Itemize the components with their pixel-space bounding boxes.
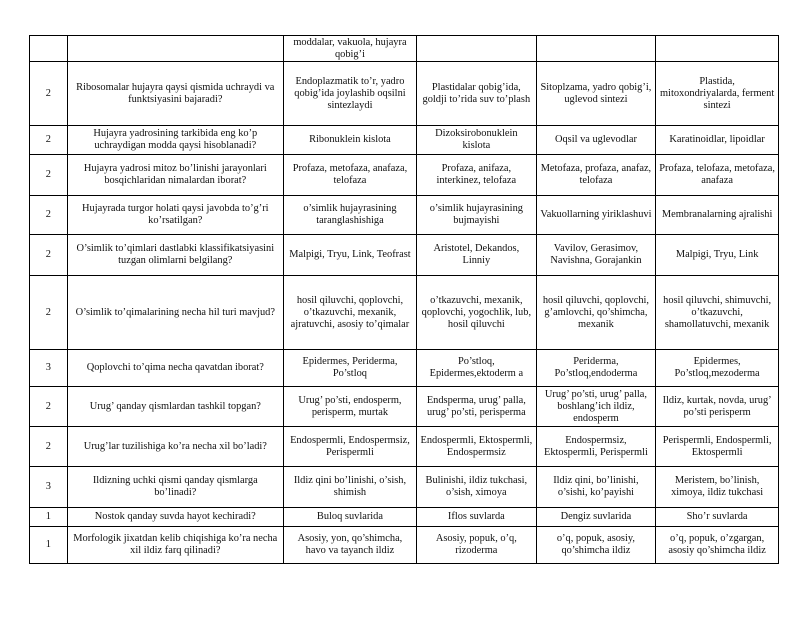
table-row (30, 126, 779, 155)
answer-a-cell: o’simlik hujayrasining taranglashishiga (283, 196, 416, 235)
answer-c-cell: Vavilov, Gerasimov, Navishna, Gorajankin (536, 235, 656, 276)
question-cell: Hujayra yadrosi mitoz bo’linishi jarayonlari bosqichlaridan nimalardan iborat? (67, 155, 283, 196)
table-row (30, 387, 779, 427)
question-cell: Hujayra yadrosining tarkibida eng ko’p uchraydigan modda qaysi hisoblanadi? (67, 126, 283, 155)
table-row (30, 467, 779, 508)
answer-c-cell: hosil qiluvchi, qoplovchi, g’amlovchi, qo’shimcha, mexanik (536, 276, 656, 350)
answer-a-cell: Ribonuklein kislota (283, 126, 416, 155)
answer-b-cell (417, 36, 537, 62)
answer-c-cell: Metofaza, profaza, anafaz, telofaza (536, 155, 656, 196)
answer-d-cell (656, 36, 779, 62)
answer-a-cell: Endospermli, Endospermsiz, Perispermli (283, 427, 416, 467)
answer-a-cell: Asosiy, yon, qo’shimcha, havo va tayanch ildiz (283, 527, 416, 564)
table-row (30, 527, 779, 564)
points-cell: 2 (30, 62, 68, 126)
points-cell: 2 (30, 276, 68, 350)
answer-d-cell: Membranalarning ajralishi (656, 196, 779, 235)
table-row (30, 508, 779, 527)
question-cell: Ildizning uchki qismi qanday qismlarga bo’linadi? (67, 467, 283, 508)
points-cell: 1 (30, 508, 68, 527)
question-table (29, 35, 779, 564)
table-row (30, 36, 779, 62)
answer-d-cell: Sho’r suvlarda (656, 508, 779, 527)
answer-d-cell: hosil qiluvchi, shimuvchi, o’tkazuvchi, shamollatuvchi, mexanik (656, 276, 779, 350)
points-cell: 1 (30, 527, 68, 564)
question-cell: Urug’ qanday qismlardan tashkil topgan? (67, 387, 283, 427)
answer-d-cell: Karatinoidlar, lipoidlar (656, 126, 779, 155)
question-cell: Qoplovchi to’qima necha qavatdan iborat? (67, 350, 283, 387)
answer-c-cell (536, 36, 656, 62)
points-cell: 2 (30, 155, 68, 196)
answer-a-cell: hosil qiluvchi, qoplovchi, o’tkazuvchi, mexanik, ajratuvchi, asosiy to’qimalar (283, 276, 416, 350)
points-cell: 2 (30, 235, 68, 276)
table-row (30, 427, 779, 467)
answer-c-cell: Oqsil va uglevodlar (536, 126, 656, 155)
answer-d-cell: Meristem, bo’linish, ximoya, ildiz tukchasi (656, 467, 779, 508)
document-page (29, 35, 779, 564)
answer-c-cell: o’q, popuk, asosiy, qo’shimcha ildiz (536, 527, 656, 564)
answer-b-cell: o’simlik hujayrasining bujmayishi (417, 196, 537, 235)
answer-c-cell: Dengiz suvlarida (536, 508, 656, 527)
points-cell: 3 (30, 350, 68, 387)
answer-c-cell: Sitoplzama, yadro qobig’i, uglevod sintezi (536, 62, 656, 126)
answer-b-cell: Po’stloq, Epidermes,ektoderm a (417, 350, 537, 387)
table-row (30, 276, 779, 350)
answer-d-cell: Plastida, mitoxondriyalarda, ferment sintezi (656, 62, 779, 126)
question-cell: Hujayrada turgor holati qaysi javobda to’g’ri ko’rsatilgan? (67, 196, 283, 235)
answer-d-cell: Malpigi, Tryu, Link (656, 235, 779, 276)
answer-c-cell: Periderma, Po’stloq,endoderma (536, 350, 656, 387)
answer-b-cell: Profaza, anifaza, interkinez, telofaza (417, 155, 537, 196)
answer-a-cell: moddalar, vakuola, hujayra qobig’i (283, 36, 416, 62)
points-cell: 2 (30, 196, 68, 235)
answer-a-cell: Malpigi, Tryu, Link, Teofrast (283, 235, 416, 276)
table-row (30, 350, 779, 387)
answer-a-cell: Epidermes, Periderma, Po’stloq (283, 350, 416, 387)
answer-a-cell: Ildiz qini bo’linishi, o’sish, shimish (283, 467, 416, 508)
question-cell: Morfologik jixatdan kelib chiqishiga ko’ra necha xil ildiz farq qilinadi? (67, 527, 283, 564)
points-cell: 3 (30, 467, 68, 508)
answer-b-cell: o’tkazuvchi, mexanik, qoplovchi, yogochlik, lub, hosil qiluvchi (417, 276, 537, 350)
table-row (30, 196, 779, 235)
answer-b-cell: Endsperma, urug’ palla, urug’ po’sti, perisperma (417, 387, 537, 427)
answer-b-cell: Dizoksirobonuklein kislota (417, 126, 537, 155)
question-cell: O’simlik to’qimalarining necha hil turi mavjud? (67, 276, 283, 350)
question-cell: Urug’lar tuzilishiga ko’ra necha xil bo’ladi? (67, 427, 283, 467)
table-row (30, 62, 779, 126)
points-cell: 2 (30, 387, 68, 427)
answer-b-cell: Asosiy, popuk, o’q, rizoderma (417, 527, 537, 564)
answer-d-cell: Perispermli, Endospermli, Ektospermli (656, 427, 779, 467)
answer-a-cell: Urug’ po’sti, endosperm, perisperm, murtak (283, 387, 416, 427)
table-row (30, 155, 779, 196)
answer-c-cell: Vakuollarning yiriklashuvi (536, 196, 656, 235)
answer-c-cell: Endospermsiz, Ektospermli, Perispermli (536, 427, 656, 467)
answer-b-cell: Aristotel, Dekandos, Linniy (417, 235, 537, 276)
question-cell: Ribosomalar hujayra qaysi qismida uchraydi va funktsiyasini bajaradi? (67, 62, 283, 126)
question-table-body (30, 36, 779, 564)
answer-c-cell: Urug’ po’sti, urug’ palla, boshlang’ich ildiz, endosperm (536, 387, 656, 427)
points-cell: 2 (30, 427, 68, 467)
answer-b-cell: Endospermli, Ektospermli, Endospermsiz (417, 427, 537, 467)
answer-d-cell: o’q, popuk, o’zgargan, asosiy qo’shimcha ildiz (656, 527, 779, 564)
answer-d-cell: Ildiz, kurtak, novda, urug’ po’sti perisperm (656, 387, 779, 427)
answer-c-cell: Ildiz qini, bo’linishi, o’sishi, ko’payishi (536, 467, 656, 508)
points-cell (30, 36, 68, 62)
answer-a-cell: Buloq suvlarida (283, 508, 416, 527)
answer-a-cell: Profaza, metofaza, anafaza, telofaza (283, 155, 416, 196)
answer-d-cell: Epidermes, Po’stloq,mezoderma (656, 350, 779, 387)
answer-a-cell: Endoplazmatik to’r, yadro qobig’ida joylashib oqsilni sintezlaydi (283, 62, 416, 126)
table-row (30, 235, 779, 276)
answer-b-cell: Iflos suvlarda (417, 508, 537, 527)
question-cell: Nostok qanday suvda hayot kechiradi? (67, 508, 283, 527)
answer-b-cell: Bulinishi, ildiz tukchasi, o’sish, ximoya (417, 467, 537, 508)
answer-d-cell: Profaza, telofaza, metofaza, anafaza (656, 155, 779, 196)
question-cell: O’simlik to’qimlari dastlabki klassifikatsiyasini tuzgan olimlarni belgilang? (67, 235, 283, 276)
question-cell (67, 36, 283, 62)
points-cell: 2 (30, 126, 68, 155)
answer-b-cell: Plastidalar qobig’ida, goldji to’rida suv to’plash (417, 62, 537, 126)
